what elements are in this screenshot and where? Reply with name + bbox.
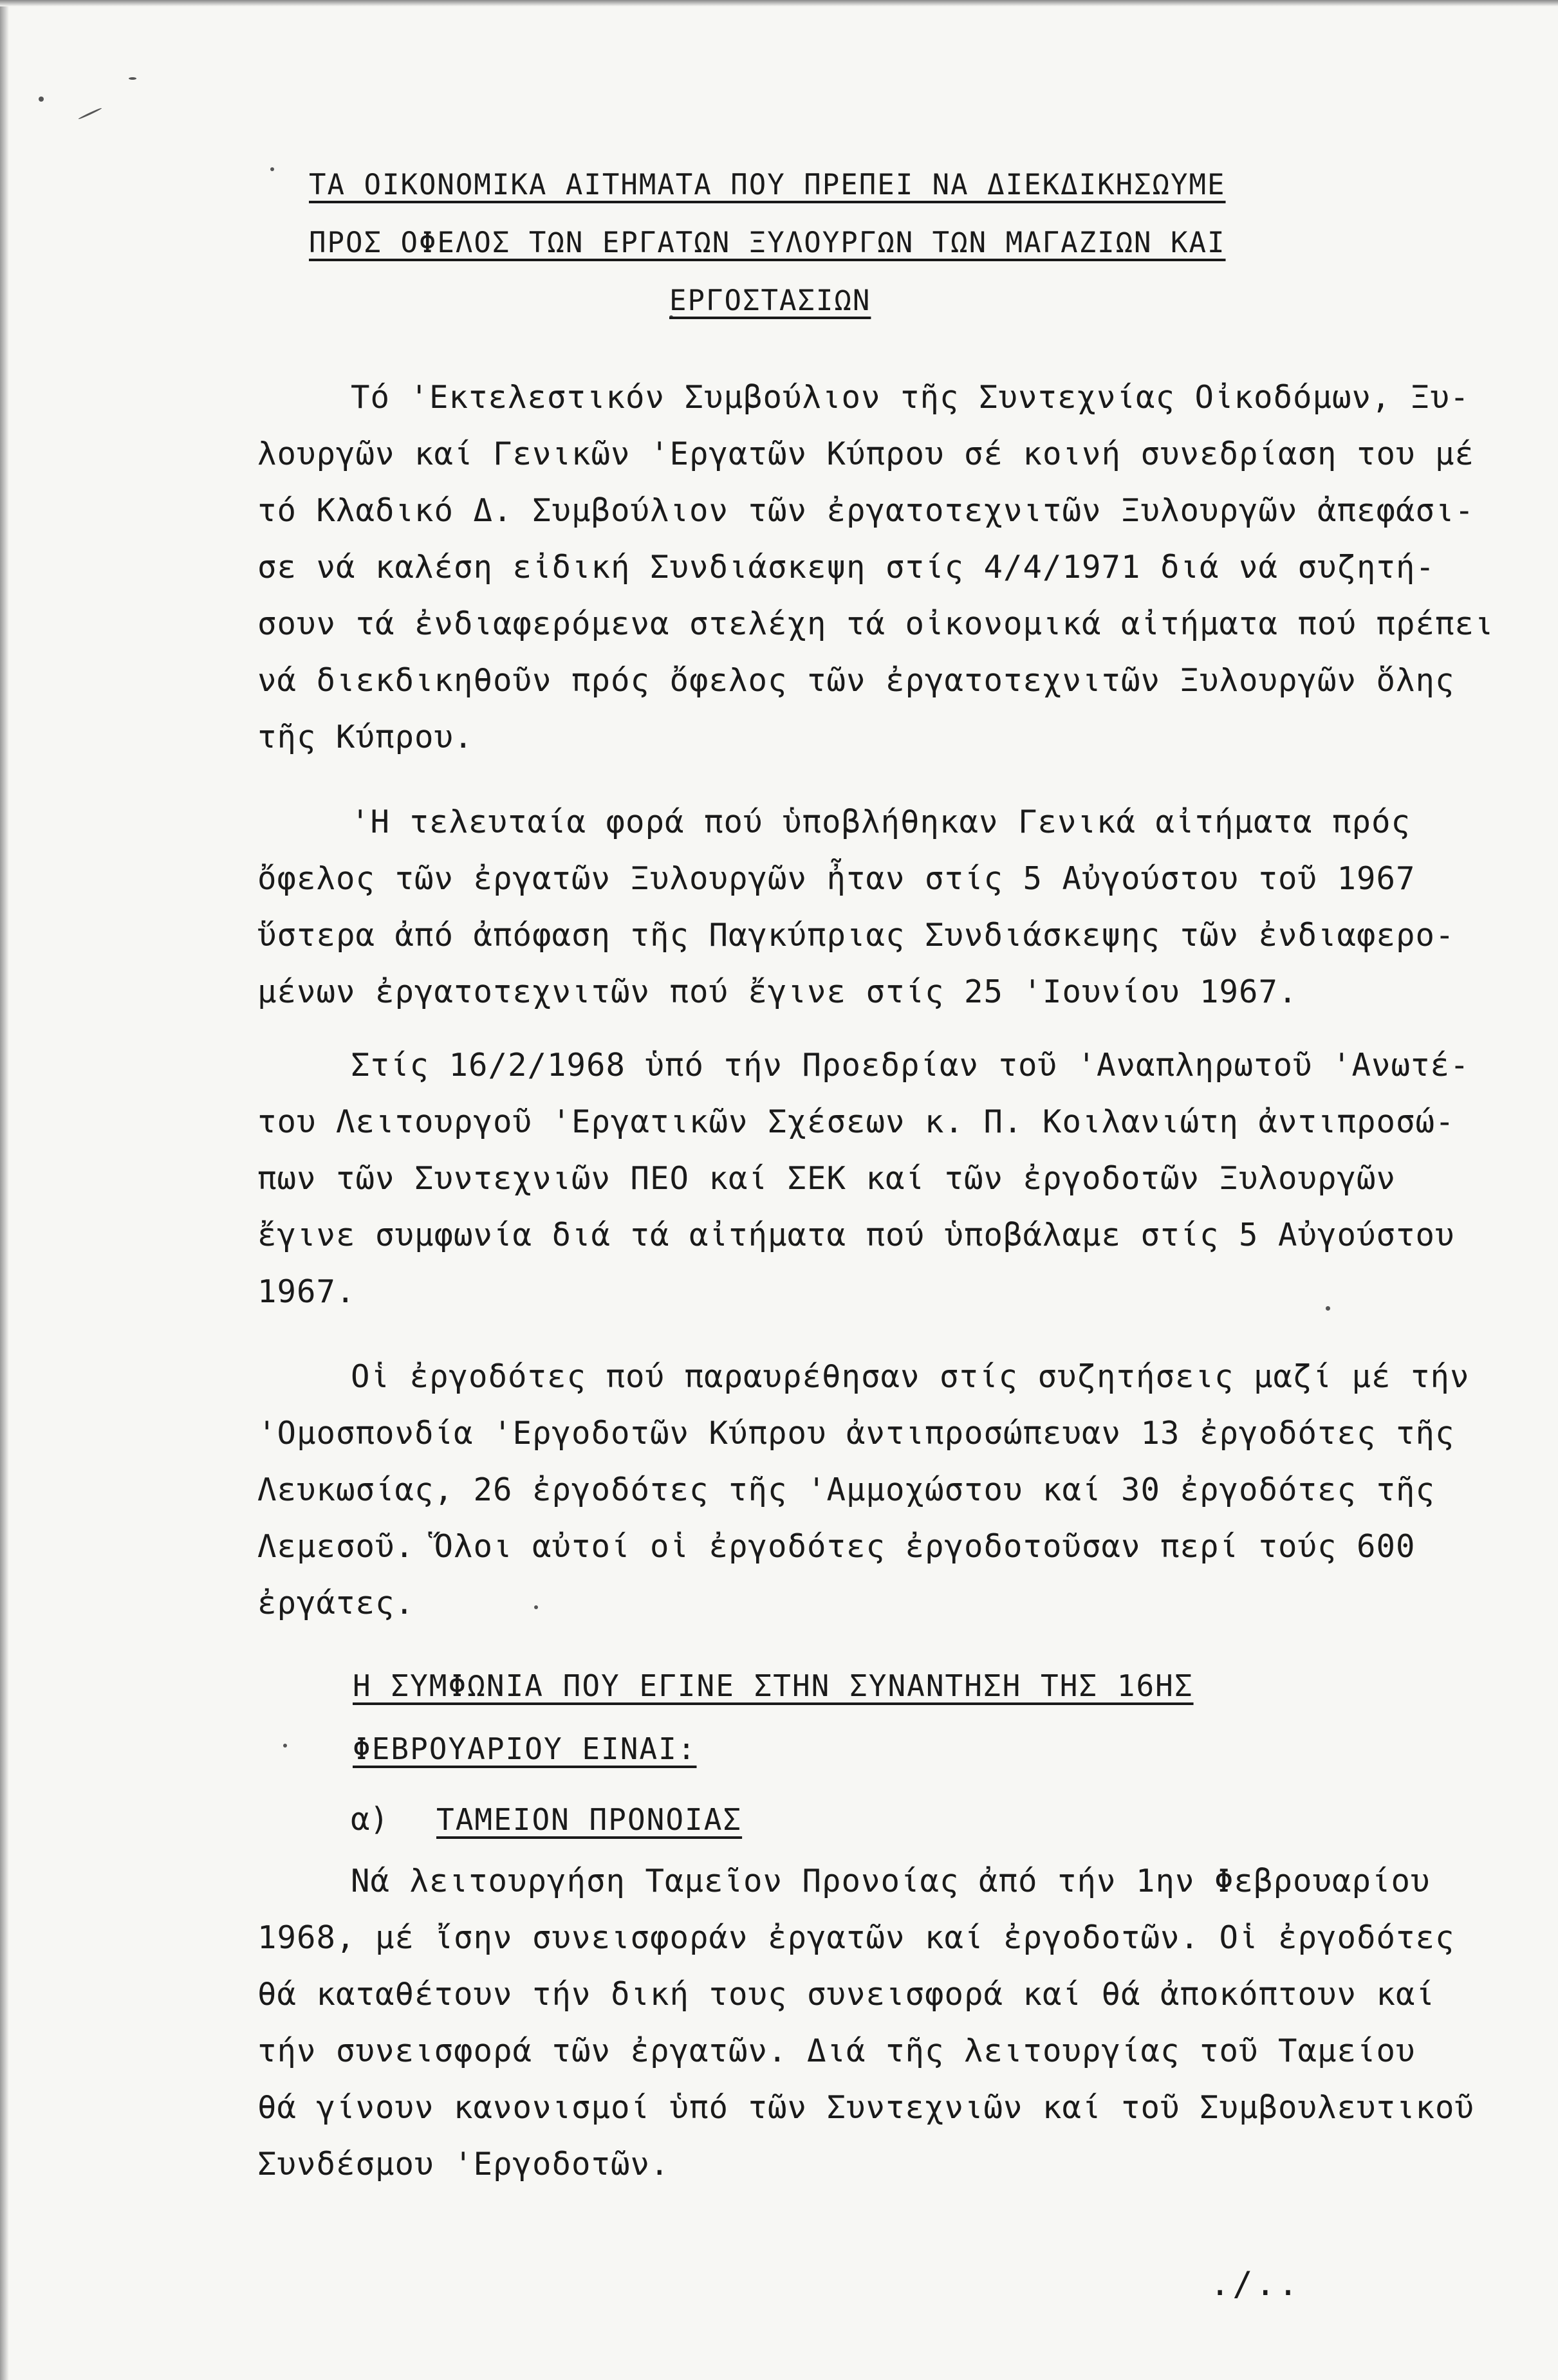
para3-line: Στίς 16/2/1968 ὑπό τήν Προεδρίαν τοῦ 'Αναπληρωτοῦ 'Ανωτέ- — [351, 1047, 1470, 1084]
para3-line: ἔγινε συμφωνία διά τά αἰτήματα πού ὑποβάλαμε στίς 5 Αὐγούστου — [257, 1217, 1455, 1253]
scan-edge-top — [0, 0, 1558, 6]
para1-line: νά διεκδικηθοῦν πρός ὄφελος τῶν ἐργατοτεχνιτῶν Ξυλουργῶν ὅλης — [257, 662, 1455, 699]
para2-line: 'Η τελευταία φορά πού ὑποβλήθηκαν Γενικά αἰτήματα πρός — [351, 804, 1411, 840]
para4-line: Λεμεσοῦ. Ὅλοι αὐτοί οἱ ἐργοδότες ἐργοδοτοῦσαν περί τούς 600 — [257, 1528, 1416, 1565]
para1-line: τό Κλαδικό Δ. Συμβούλιον τῶν ἐργατοτεχνιτῶν Ξυλουργῶν ἀπεφάσι- — [257, 492, 1475, 529]
para5-line: θά καταθέτουν τήν δική τους συνεισφορά καί θά ἀποκόπτουν καί — [257, 1976, 1436, 2013]
para4-line: Οἱ ἐργοδότες πού παραυρέθησαν στίς συζητήσεις μαζί μέ τήν — [351, 1358, 1470, 1395]
para1-line: σε νά καλέση εἰδική Συνδιάσκεψη στίς 4/4/1971 διά νά συζητή- — [257, 549, 1436, 586]
para2-line: ὄφελος τῶν ἐργατῶν Ξυλουργῶν ἦταν στίς 5 Αὐγούστου τοῦ 1967 — [257, 860, 1416, 897]
scan-speck — [129, 77, 136, 80]
title-line-2: ΠΡΟΣ ΟΦΕΛΟΣ ΤΩΝ ΕΡΓΑΤΩΝ ΞΥΛΟΥΡΓΩΝ ΤΩΝ ΜΑΓΑΖΙΩΝ ΚΑΙ — [309, 226, 1226, 259]
scan-speck — [78, 107, 102, 120]
para1-line: τῆς Κύπρου. — [257, 719, 474, 755]
para1-line: Τό 'Εκτελεστικόν Συμβούλιον τῆς Συντεχνίας Οἰκοδόμων, Ξυ- — [351, 379, 1470, 416]
para3-line: 1967. — [257, 1273, 356, 1310]
para4-line: Λευκωσίας, 26 ἐργοδότες τῆς 'Αμμοχώστου καί 30 ἐργοδότες τῆς — [257, 1471, 1436, 1508]
para5-line: 1968, μέ ἴσην συνεισφοράν ἐργατῶν καί ἐργοδοτῶν. Οἱ ἐργοδότες — [257, 1919, 1455, 1956]
scan-speck — [270, 167, 274, 171]
para4-line: 'Ομοσπονδία 'Εργοδοτῶν Κύπρου ἀντιπροσώπευαν 13 ἐργοδότες τῆς — [257, 1415, 1455, 1452]
agreement-heading-line-1: Η ΣΥΜΦΩΝΙΑ ΠΟΥ ΕΓΙΝΕ ΣΤΗΝ ΣΥΝΑΝΤΗΣΗ ΤΗΣ 16ΗΣ — [353, 1668, 1194, 1703]
para1-line: σουν τά ἐνδιαφερόμενα στελέχη τά οἰκονομικά αἰτήματα πού πρέπει — [257, 605, 1494, 642]
scan-speck — [283, 1744, 287, 1748]
scan-edge-left — [0, 0, 9, 2380]
section-a-title: ΤΑΜΕΙΟΝ ΠΡΟΝΟΙΑΣ — [436, 1802, 743, 1837]
para3-line: του Λειτουργοῦ 'Εργατικῶν Σχέσεων κ. Π. Κοιλανιώτη ἀντιπροσώ- — [257, 1103, 1455, 1140]
para5-line: Συνδέσμου 'Εργοδοτῶν. — [257, 2146, 670, 2182]
agreement-heading-line-2: ΦΕΒΡΟΥΑΡΙΟΥ ΕΙΝΑΙ: — [353, 1731, 697, 1766]
para1-line: λουργῶν καί Γενικῶν 'Εργατῶν Κύπρου σέ κοινή συνεδρίαση του μέ — [257, 436, 1475, 472]
title-line-3: ΕΡΓΟΣΤΑΣΙΩΝ — [669, 284, 871, 317]
para3-line: πων τῶν Συντεχνιῶν ΠΕΟ καί ΣΕΚ καί τῶν ἐργοδοτῶν Ξυλουργῶν — [257, 1160, 1396, 1197]
title-line-1: ΤΑ ΟΙΚΟΝΟΜΙΚΑ ΑΙΤΗΜΑΤΑ ΠΟΥ ΠΡΕΠΕΙ ΝΑ ΔΙΕΚΔΙΚΗΣΩΥΜΕ — [309, 169, 1226, 201]
para5-line: Νά λειτουργήση Ταμεῖον Προνοίας ἀπό τήν 1ην Φεβρουαρίου — [351, 1863, 1431, 1899]
para5-line: τήν συνεισφορά τῶν ἐργατῶν. Διά τῆς λειτουργίας τοῦ Ταμείου — [257, 2033, 1416, 2069]
scan-speck — [39, 97, 44, 102]
para4-line: ἐργάτες. — [257, 1585, 415, 1621]
para2-line: μένων ἐργατοτεχνιτῶν πού ἔγινε στίς 25 'Ιουνίου 1967. — [257, 973, 1298, 1010]
para2-line: ὕστερα ἀπό ἀπόφαση τῆς Παγκύπριας Συνδιάσκεψης τῶν ἐνδιαφερο- — [257, 917, 1455, 954]
continuation-mark: ./.. — [1210, 2265, 1301, 2303]
para5-line: θά γίνουν κανονισμοί ὑπό τῶν Συντεχνιῶν καί τοῦ Συμβουλευτικοῦ — [257, 2089, 1475, 2126]
section-a-marker: α) — [351, 1801, 389, 1838]
